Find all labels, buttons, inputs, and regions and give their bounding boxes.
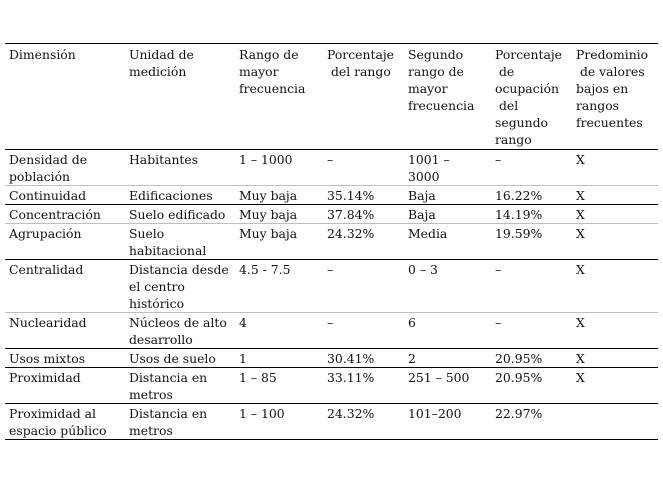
cell-main-range: 1 – 85 xyxy=(235,368,323,404)
cell-range-percent: 30.41% xyxy=(323,349,404,368)
cell-dimension: Usos mixtos xyxy=(5,349,125,368)
cell-second-percent: 20.95% xyxy=(491,349,572,368)
cell-dimension: Densidad de población xyxy=(5,150,125,186)
table-row xyxy=(5,313,658,349)
cell-low-values: X xyxy=(572,224,658,260)
cell-main-range: Muy baja xyxy=(235,186,323,205)
cell-second-range: 0 – 3 xyxy=(404,260,491,313)
cell-second-percent: 20.95% xyxy=(491,368,572,404)
table-row xyxy=(5,404,658,440)
cell-dimension: Nuclearidad xyxy=(5,313,125,349)
cell-second-percent: – xyxy=(491,150,572,186)
cell-main-range: Muy baja xyxy=(235,224,323,260)
cell-dimension: Proximidad xyxy=(5,368,125,404)
cell-unit: Habitantes xyxy=(125,150,235,186)
cell-main-range: 4 xyxy=(235,313,323,349)
cell-low-values: X xyxy=(572,260,658,313)
cell-dimension: Agrupación xyxy=(5,224,125,260)
table-row xyxy=(5,150,658,186)
cell-range-percent: 24.32% xyxy=(323,224,404,260)
cell-range-percent: – xyxy=(323,313,404,349)
cell-second-range: 251 – 500 xyxy=(404,368,491,404)
cell-second-percent: 22.97% xyxy=(491,404,572,440)
cell-low-values: X xyxy=(572,205,658,224)
cell-range-percent: – xyxy=(323,260,404,313)
header-dimension: Dimensión xyxy=(9,47,76,62)
data-table xyxy=(5,43,658,440)
cell-second-range: 1001 – 3000 xyxy=(404,150,491,186)
cell-main-range: 1 – 100 xyxy=(235,404,323,440)
cell-unit: Núcleos de alto desarrollo xyxy=(125,313,235,349)
header-low-values: Predominio de valores bajos en rangos frecuentes xyxy=(576,47,649,130)
cell-unit: Edificaciones xyxy=(125,186,235,205)
cell-low-values: X xyxy=(572,313,658,349)
cell-unit: Distancia desde el centro histórico xyxy=(125,260,235,313)
cell-main-range: 4.5 - 7.5 xyxy=(235,260,323,313)
header-main-range: Rango de mayor frecuencia xyxy=(239,47,306,96)
cell-main-range: Muy baja xyxy=(235,205,323,224)
cell-second-percent: 19.59% xyxy=(491,224,572,260)
cell-low-values xyxy=(572,404,658,440)
header-second-range: Segundo rango de mayor frecuencia xyxy=(408,47,475,113)
cell-low-values: X xyxy=(572,349,658,368)
cell-range-percent: – xyxy=(323,150,404,186)
cell-second-percent: – xyxy=(491,313,572,349)
cell-range-percent: 24.32% xyxy=(323,404,404,440)
cell-unit: Usos de suelo xyxy=(125,349,235,368)
cell-low-values: X xyxy=(572,186,658,205)
cell-dimension: Continuidad xyxy=(5,186,125,205)
cell-second-range: Media xyxy=(404,224,491,260)
cell-second-range: Baja xyxy=(404,186,491,205)
cell-range-percent: 33.11% xyxy=(323,368,404,404)
cell-second-range: 101–200 xyxy=(404,404,491,440)
cell-range-percent: 37.84% xyxy=(323,205,404,224)
cell-second-percent: 14.19% xyxy=(491,205,572,224)
cell-main-range: 1 xyxy=(235,349,323,368)
cell-low-values: X xyxy=(572,150,658,186)
header-unit: Unidad de medición xyxy=(129,47,198,79)
cell-range-percent: 35.14% xyxy=(323,186,404,205)
cell-second-percent: – xyxy=(491,260,572,313)
cell-unit: Distancia en metros xyxy=(125,404,235,440)
cell-second-range: 2 xyxy=(404,349,491,368)
header-range-percent: Porcentaje del rango xyxy=(327,47,395,79)
table-row xyxy=(5,205,658,224)
cell-low-values: X xyxy=(572,368,658,404)
table-row xyxy=(5,186,658,205)
header-row xyxy=(5,44,658,150)
cell-unit: Distancia en metros xyxy=(125,368,235,404)
table-row xyxy=(5,368,658,404)
cell-dimension: Concentración xyxy=(5,205,125,224)
cell-second-range: 6 xyxy=(404,313,491,349)
cell-unit: Suelo edificado xyxy=(125,205,235,224)
cell-unit: Suelo habitacional xyxy=(125,224,235,260)
cell-dimension: Centralidad xyxy=(5,260,125,313)
cell-main-range: 1 – 1000 xyxy=(235,150,323,186)
table-row xyxy=(5,260,658,313)
cell-second-percent: 16.22% xyxy=(491,186,572,205)
header-second-percent: Porcentaje de ocupación del segundo rango xyxy=(495,47,563,147)
cell-second-range: Baja xyxy=(404,205,491,224)
table-row xyxy=(5,224,658,260)
cell-dimension: Proximidad al espacio público xyxy=(5,404,125,440)
table-row xyxy=(5,349,658,368)
